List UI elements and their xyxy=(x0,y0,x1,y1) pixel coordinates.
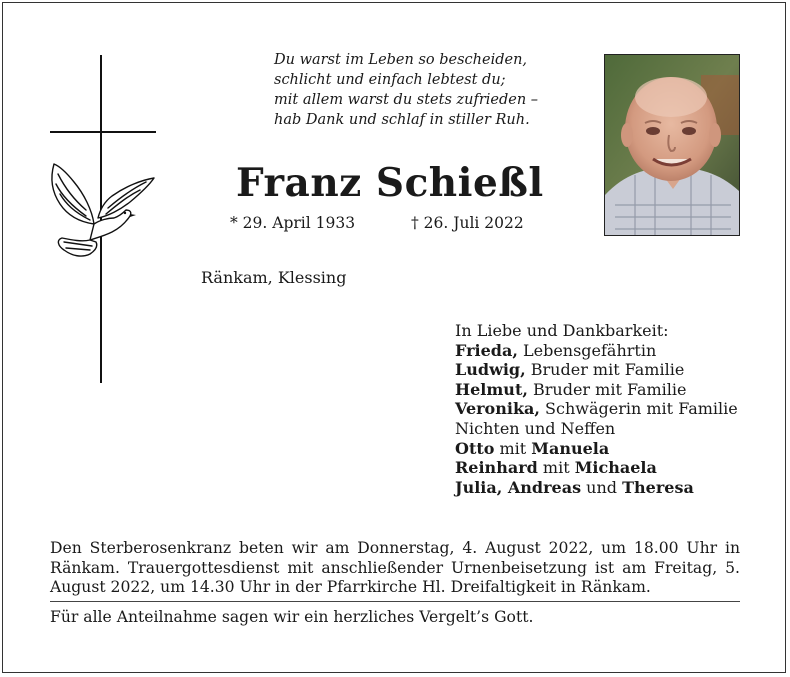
mourner-relation: Schwägerin mit Familie xyxy=(539,399,738,419)
mourner-name: Julia, Andreas xyxy=(455,477,582,497)
mourners-list xyxy=(455,321,738,497)
mourner-name: Otto xyxy=(455,438,495,458)
mourner-line xyxy=(455,458,738,478)
mourner-line xyxy=(455,439,738,459)
mourner-relation: Lebensgefährtin xyxy=(517,340,657,360)
portrait-image xyxy=(605,55,740,236)
portrait-photo xyxy=(604,54,740,236)
mourner-connector: mit xyxy=(494,438,532,458)
poem-line: mit allem warst du stets zufrieden – xyxy=(274,92,539,108)
mourner-name: Helmut, xyxy=(455,379,528,399)
mourners-intro: In Liebe und Dankbarkeit: xyxy=(455,321,669,340)
cross-icon-bar xyxy=(50,131,156,133)
mourner-line xyxy=(455,399,738,419)
residence: Ränkam, Klessing xyxy=(201,268,347,287)
birth-date: * 29. April 1933 xyxy=(230,214,356,232)
mourner-line xyxy=(455,419,738,439)
mourner-relation: Bruder mit Familie xyxy=(525,360,685,380)
poem xyxy=(274,50,538,130)
mourner-name: Theresa xyxy=(622,477,694,497)
mourner-name: Veronika, xyxy=(455,399,540,419)
mourner-connector: mit xyxy=(537,458,575,478)
mourner-line xyxy=(455,341,738,361)
mourner-name: Michaela xyxy=(574,458,657,478)
deceased-name: Franz Schießl xyxy=(236,160,544,206)
mourner-name: Ludwig, xyxy=(455,360,526,380)
mourner-connector: und xyxy=(581,477,623,497)
mourner-name: Reinhard xyxy=(455,458,538,478)
mourner-name: Manuela xyxy=(531,438,610,458)
mourner-name: Frieda, xyxy=(455,340,518,360)
poem-line: schlicht und einfach lebtest du; xyxy=(274,72,506,88)
poem-line: Du warst im Leben so bescheiden, xyxy=(274,52,528,68)
mourner-relation: Nichten und Neffen xyxy=(455,418,616,438)
divider xyxy=(50,601,740,602)
mourner-relation: Bruder mit Familie xyxy=(527,379,687,399)
mourner-line xyxy=(455,360,738,380)
death-date: † 26. Juli 2022 xyxy=(411,214,524,232)
thanks-line: Für alle Anteilnahme sagen wir ein herzliches Vergelt’s Gott. xyxy=(50,608,534,626)
mourner-line xyxy=(455,380,738,400)
dove-icon xyxy=(46,160,158,264)
mourner-line xyxy=(455,478,738,498)
funeral-notice: Den Sterberosenkranz beten wir am Donnerstag, 4. August 2022, um 18.00 Uhr in Ränkam. Trauergottesdienst mit anschließender Urnenbeisetzung ist am Freitag, 5. August 2022, um 14.30 Uhr in der Pfarrkirche Hl. Dreifaltigkeit in Ränkam. xyxy=(50,539,740,596)
poem-line: hab Dank und schlaf in stiller Ruh. xyxy=(274,112,530,128)
